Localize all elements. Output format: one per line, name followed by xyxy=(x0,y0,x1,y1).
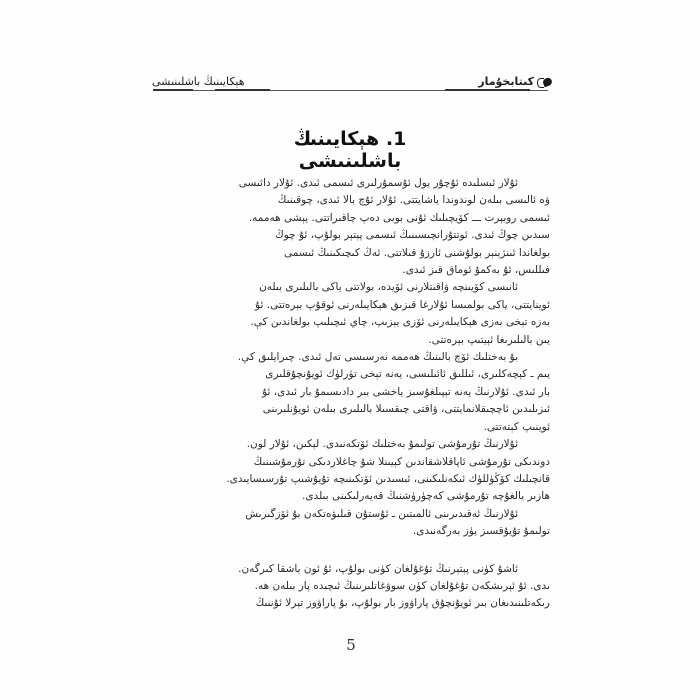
text-line: سىدىن چوڭ ئىدى. ئوتتۇرانچىسىنىڭ ئىسمى پېتېر بولۇپ، ئۇ چوڭ xyxy=(275,229,550,242)
text-line: ۋە ئالىسى بىلەن لوندوندا ياشايتتى. ئۇلار ئۇچ بالا ئىدى، چوقىنىڭ xyxy=(277,194,550,207)
text-line: ئۇلارنىڭ ئەقىدىرىنى ئالمىتىن ـ ئۇستۇن قىلىۋەتكەن بۇ ئۆزگىرىش xyxy=(245,507,518,520)
text-line: دوندىكى تۇرمۇشى ئاپاقلاشقاندىن كېيىنلا شۇ چاغلاردىكى تۇرمۇشىنىڭ xyxy=(253,455,550,468)
text-line: يىم ـ كېچەكلىرى، ئىللىق ئائىلىسى، يەنە تېخى تۈرلۈك ئويۇنچۇقلىرى xyxy=(265,368,550,381)
paragraph xyxy=(158,279,550,349)
text-line: بولغاندا ئىنژېنېر بولۇشنى ئارزۇ قىلاتتى. ئەڭ كىچىكىنىڭ ئىسمى xyxy=(283,246,550,259)
text-line: يىن بالىلىرىغا ئېيتىپ بېرەتتى. xyxy=(428,333,550,346)
body-text xyxy=(158,175,550,613)
running-title: هېكايىنىڭ باشلىنىشى xyxy=(152,75,245,88)
text-line: فىللىس، ئۇ بەكمۇ ئوماق قىز ئىدى. xyxy=(402,264,550,277)
text-line: ئوينايتتى، ياكى بولمىسا ئۇلارغا قىزىق ھېكايىلەرنى ئوقۇپ بېرەتتى. ئۇ xyxy=(255,298,550,311)
text-line: ھازىر يالغۇچە تۇرمۇشى كەچۈرۈشنىڭ قەيەرلىكىنى بىلدى. xyxy=(302,490,550,503)
text-line: ئاشۇ كۈنى پېتېرنىڭ تۇغۇلغان كۈنى بولۇپ، ئۇ ئون ياشقا كىرگەن. xyxy=(238,562,518,575)
section-break xyxy=(158,541,550,561)
paragraph xyxy=(158,175,550,279)
text-line: بار ئىدى. ئۇلارنىڭ يەنە تېپىلغۇسىز ياخشى بىر دادىسىمۇ بار ئىدى، ئۇ xyxy=(262,385,550,398)
header-rule-accent xyxy=(445,89,530,91)
text-line: ئۇلار ئىسلىدە ئۇچۇر يول ئۇسمۇرلىرى ئىسمى ئىدى. ئۇلار دائىسى xyxy=(238,177,518,189)
paragraph xyxy=(158,349,550,436)
text-line: ئانىسى كۆيىنچە ۋاقىتلارنى ئۆيدە، بولاتتى ياكى بالىلىرى بىلەن xyxy=(259,281,518,294)
header-rule-accent xyxy=(215,89,270,91)
running-header xyxy=(152,68,552,88)
brand-name: كىتابخۇمار xyxy=(478,75,534,88)
header-brand xyxy=(478,75,552,88)
page-number: 5 xyxy=(346,636,356,654)
text-line: بەزە تېخى بەزى ھېكايىلەرنى ئۆزى يېزىپ، چاي ئىچىلىپ بولغاندىن كې. xyxy=(250,316,550,329)
text-line: ئوينىپ كېتەتتى. xyxy=(483,420,550,433)
text-line: بۇ بەختلىك ئۆچ بالىنىڭ ھەممە نەرسىسى تەل ئىدى. چىرايلىق كې. xyxy=(237,351,518,364)
leaf-logo-icon xyxy=(536,77,552,87)
paragraph xyxy=(158,436,550,506)
text-line: قانچىلىك كۆڭۈللۈك ئىكەنلىكىنى، ئىسىدىن ئۆتكىنىچە تۇيۇشىپ تۇرسىسايىدى. xyxy=(226,472,550,485)
text-line: ىدى. ئۇ ئېرىشكەن تۇغۇلغان كۈن سوۋغاتلىرىنىڭ ئىچىدە پار بىلەن ھە. xyxy=(254,579,550,592)
text-line: ئىزىلىدىن ئاچچىقلانمايتتى، ۋاقتى چىقسىلا بالىلىرى بىلەن ئويۇنلىرىنى xyxy=(262,403,550,416)
text-line: رىكەتلىنىدىغان بىر ئويۇنچۇق پاراۋوز بار بولۇپ، بۇ پاراۋوز تېرلا ئۇننىڭ xyxy=(255,597,550,610)
text-line: تولىمۇ تۇيۇقسىز يۈز بەرگەنىدى. xyxy=(412,525,550,538)
text-line: ئىسمى روبېرت ـــ كۆيچىلىك ئۇنى بوبى دەپ چاقىراتتى. يېشى ھەممە. xyxy=(248,211,550,224)
text-line: ئۇلارنىڭ تۇرمۇشى تولىمۇ بەختلىك ئۆتكەنىدى. لېكىن، ئۇلار لون. xyxy=(246,438,518,451)
paragraph xyxy=(158,506,550,541)
paragraph xyxy=(158,561,550,613)
header-rule-accent xyxy=(153,89,193,91)
chapter-title: 1. هېكايىنىڭ باشلىنىشى xyxy=(293,128,407,172)
